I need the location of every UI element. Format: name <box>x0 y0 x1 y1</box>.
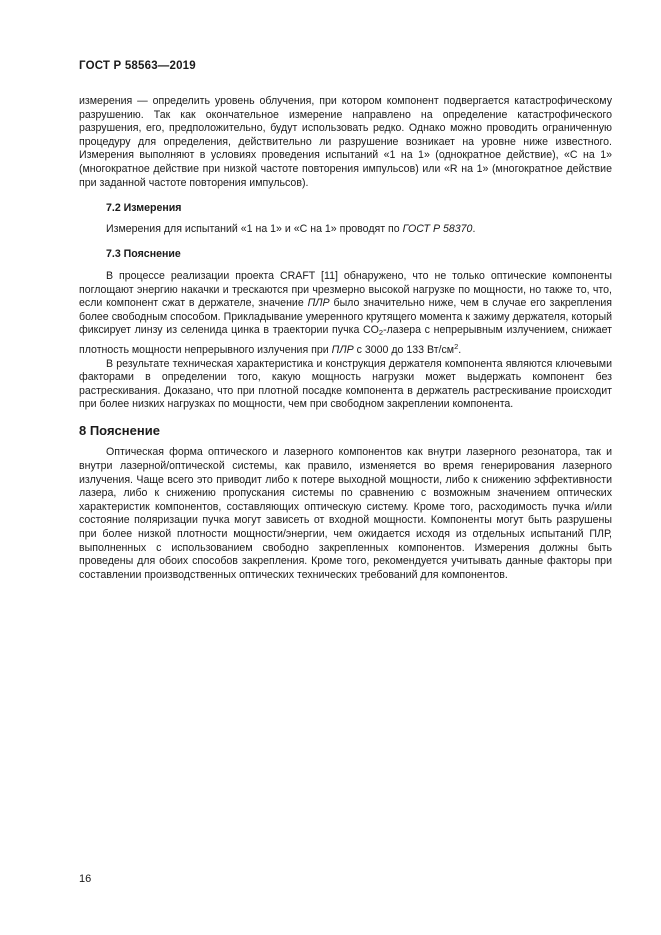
term-plr: ПЛР <box>331 343 354 356</box>
section-8-paragraph: Оптическая форма оптического и лазерного компонентов как внутри лазерного резонатора, так и внутри лазерной/оптической системы, как правило, изменяется во время генерирования лазерного излучения. Чаще всего это приводит либо к потере выходной мощности, либо к снижению эффективности лазера, либо к снижению пропускания системы по сравнению с возможным значением оптических характеристик компонентов, составляющих оптическую систему. Кроме того, расходимость пучка и/или состояние поляризации пучка могут зависеть от входной мощности. Компоненты могут быть разрушены при более низкой плотности мощности/энергии, чем ожидается исходя из отдельных испытаний ПЛР, выполненных с использованием свободно закрепленных компонентов. Измерения должны быть проведены для обоих способов закрепления. Кроме того, рекомендуется учитывать данные факторы при составлении производственных оптических технических требований для компонентов. <box>79 446 612 581</box>
page-number: 16 <box>79 873 92 885</box>
superscript: 2 <box>454 341 459 351</box>
standard-reference: ГОСТ Р 58370 <box>402 222 473 235</box>
section-7-3-paragraph-2: В результате техническая характеристика и конструкция держателя компонента являются ключевыми факторами в определении того, какую мощность нагрузки может выдержать компонент без растрескивания. Доказано, что при плотной посадке компонента в держатель растрескивание происходит при более низких нагрузках по мощности, чем при свободном закреплении компонента. <box>79 357 612 411</box>
document-body <box>79 95 612 582</box>
section-7-3-paragraph-1: В процессе реализации проекта CRAFT [11] обнаружено, что не только оптические компоненты поглощают энергию накачки и трескаются при чрезмерно высокой нагрузке по мощности, но также то, что, если компонент сжат в держателе, значение ПЛР было значительно ниже, чем в случае его закрепления более свободным способом. Прикладывание умеренного крутящего момента к зажиму держателя, который фиксирует линзу из селенида цинка в траектории пучка $CO_2$-лазера с непрерывным излучением, снижает плотность мощности непрерывного излучения при ПЛР с 3000 до 133 $Вт/см^2$. <box>79 269 612 356</box>
subscript: 2 <box>378 328 384 338</box>
document-header: ГОСТ Р 58563—2019 <box>79 60 196 72</box>
term-plr: ПЛР <box>307 297 330 310</box>
section-7-3-heading: 7.3 Пояснение <box>106 248 181 261</box>
intro-paragraph: измерения — определить уровень облучения, при котором компонент подвергается катастрофическому разрушению. Так как окончательное измерение направлено на определение катастрофического разрушения, его, предположительно, будут использовать редко. Однако можно проводить ограниченную процедуру для определения, действительно ли разрушение возникает на уровне ниже известного. Измерения выполняют в условиях проведения испытаний «1 на 1» (однократное действие), «С на 1» (многократное действие при низкой частоте повторения импульсов) или «R на 1» (многократное действие при заданной частоте повторения импульсов). <box>79 95 612 189</box>
section-8-heading: 8 Пояснение <box>79 422 160 438</box>
section-7-2-paragraph: Измерения для испытаний «1 на 1» и «С на 1» проводят по ГОСТ Р 58370. <box>106 222 476 235</box>
section-7-2-heading: 7.2 Измерения <box>106 202 182 215</box>
